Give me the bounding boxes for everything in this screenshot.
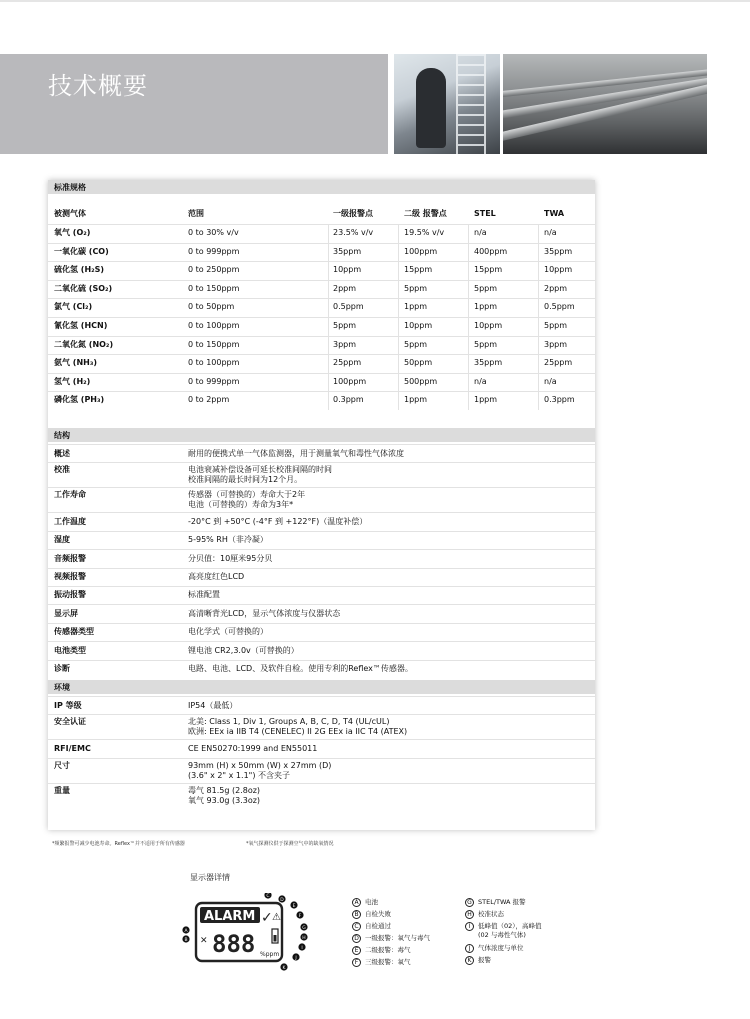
legend-item xyxy=(465,922,542,940)
column-header: 一级报警点 xyxy=(333,209,373,218)
gas-range: 0 to 30% v/v xyxy=(188,228,239,237)
row-value: 锂电池 CR2,3.0v（可替换的） xyxy=(188,646,299,655)
row-value: 耐用的便携式单一气体监测器，用于测量氧气和毒性气体浓度 xyxy=(188,449,404,458)
lcd-marker-letter: I xyxy=(301,946,303,951)
alarm-high: 50ppm xyxy=(404,358,433,367)
row-value: 电路、电池、LCD、及软件自检。使用专利的Reflex™传感器。 xyxy=(188,664,413,673)
legend-item xyxy=(465,944,524,953)
alarm-low: 0.5ppm xyxy=(333,302,364,311)
gas-name: 氰化氢 (HCN) xyxy=(54,321,108,330)
row-label: 工作寿命 xyxy=(54,490,86,499)
row-value: IP54（最低） xyxy=(188,701,238,710)
row-value: 北美: Class 1, Div 1, Groups A, B, C, D, T4 (UL/cUL) xyxy=(188,717,390,726)
row-divider xyxy=(48,568,595,569)
legend-text: 校准状态 xyxy=(478,910,504,918)
row-divider xyxy=(48,696,595,697)
gas-range: 0 to 999ppm xyxy=(188,377,240,386)
gas-name: 氯气 (Cl₂) xyxy=(54,302,93,311)
gas-name: 磷化氢 (PH₃) xyxy=(54,395,105,404)
column-divider xyxy=(398,224,399,410)
row-label: 振动报警 xyxy=(54,590,86,599)
column-divider xyxy=(468,224,469,410)
row-divider xyxy=(48,298,595,299)
row-divider xyxy=(48,604,595,605)
row-label: 电池类型 xyxy=(54,646,86,655)
gas-range: 0 to 2ppm xyxy=(188,395,230,404)
lcd-marker-letter: D xyxy=(280,898,284,903)
row-value: (3.6" x 2" x 1.1") 不含夹子 xyxy=(188,771,290,780)
alarm-low: 10ppm xyxy=(333,265,362,274)
row-value: 电池（可替换的）寿命为3年* xyxy=(188,500,294,509)
stel-value: 15ppm xyxy=(474,265,503,274)
row-divider xyxy=(48,317,595,318)
row-divider xyxy=(48,714,595,715)
lcd-marker-letter: F xyxy=(298,914,302,919)
lcd-marker-letter: B xyxy=(184,938,188,943)
lcd-marker-letter: A xyxy=(184,929,188,934)
fail-icon: ⚠ xyxy=(272,912,281,923)
twa-value: 35ppm xyxy=(544,247,573,256)
legend-item xyxy=(352,898,378,907)
row-divider xyxy=(48,261,595,262)
row-divider xyxy=(48,783,595,784)
row-divider xyxy=(48,336,595,337)
legend-text: 三级报警：氧气 xyxy=(365,958,411,966)
twa-value: n/a xyxy=(544,377,557,386)
display-title: 显示器详情 xyxy=(190,873,230,882)
legend-text: 低峰值（02），高峰值 xyxy=(478,922,542,930)
worker-photo xyxy=(394,54,500,154)
lcd-diagram xyxy=(182,893,310,973)
row-label: 诊断 xyxy=(54,664,70,673)
legend-text: 一级报警：氧气与毒气 xyxy=(365,934,430,942)
gas-name: 硫化氢 (H₂S) xyxy=(54,265,105,274)
row-divider xyxy=(48,549,595,550)
spec-table xyxy=(48,180,595,830)
legend-key: J xyxy=(465,944,474,953)
footnote-right: *氧气探测仪供于探测空气中的缺氧情况 xyxy=(246,841,334,847)
legend-key: K xyxy=(465,956,474,965)
row-label: 显示屏 xyxy=(54,609,78,618)
gas-name: 氧气 (O₂) xyxy=(54,228,91,237)
alarm-low: 25ppm xyxy=(333,358,362,367)
section-header: 标准规格 xyxy=(48,180,595,194)
gas-name: 氢气 (H₂) xyxy=(54,377,91,386)
legend-item xyxy=(465,910,504,919)
column-header: 范围 xyxy=(188,209,204,218)
row-divider xyxy=(48,373,595,374)
stel-value: 5ppm xyxy=(474,340,498,349)
legend-item xyxy=(465,956,491,965)
row-divider xyxy=(48,243,595,244)
alarm-low: 35ppm xyxy=(333,247,362,256)
row-label: IP 等级 xyxy=(54,701,82,710)
row-divider xyxy=(48,444,595,445)
gas-name: 二氧化氮 (NO₂) xyxy=(54,340,114,349)
footnote-left: *频繁报警可减少电池寿命。Reflex™并不适用于所有传感器 xyxy=(52,841,185,847)
lcd-digits: 888 xyxy=(212,930,256,958)
stel-value: 1ppm xyxy=(474,302,498,311)
alarm-high: 15ppm xyxy=(404,265,433,274)
legend-item xyxy=(352,910,391,919)
column-header: TWA xyxy=(544,209,565,218)
row-divider xyxy=(48,354,595,355)
check-icon: ✓ xyxy=(261,910,273,926)
row-value: 电池衰减补偿设备可延长校准间隔的时间 xyxy=(188,465,332,474)
section-header: 结构 xyxy=(48,428,595,442)
twa-value: 3ppm xyxy=(544,340,568,349)
legend-text: STEL/TWA 报警 xyxy=(478,898,526,906)
alarm-high: 1ppm xyxy=(404,395,428,404)
row-divider xyxy=(48,739,595,740)
row-divider xyxy=(48,758,595,759)
legend-text: 报警 xyxy=(478,956,491,964)
section-header: 环境 xyxy=(48,680,595,694)
legend-key: A xyxy=(352,898,361,907)
row-divider xyxy=(48,280,595,281)
twa-value: n/a xyxy=(544,228,557,237)
legend-key: B xyxy=(352,910,361,919)
lcd-marker-letter: G xyxy=(302,926,306,931)
row-value: 校准间隔的最长时间为12个月。 xyxy=(188,475,303,484)
row-value: 93mm (H) x 50mm (W) x 27mm (D) xyxy=(188,761,332,770)
alarm-low: 2ppm xyxy=(333,284,357,293)
row-divider xyxy=(48,224,595,225)
gas-range: 0 to 100ppm xyxy=(188,321,240,330)
gas-name: 一氧化碳 (CO) xyxy=(54,247,109,256)
pipeline-photo xyxy=(503,54,707,154)
row-label: 概述 xyxy=(54,449,70,458)
row-divider xyxy=(48,641,595,642)
worker-figure xyxy=(416,68,446,148)
alarm-low: 0.3ppm xyxy=(333,395,364,404)
legend-text: 二级报警：毒气 xyxy=(365,946,411,954)
row-value: 5-95% RH（非冷凝） xyxy=(188,535,268,544)
column-header: 二级 报警点 xyxy=(404,209,447,218)
row-label: 校准 xyxy=(54,465,70,474)
row-divider xyxy=(48,462,595,463)
column-header: 被测气体 xyxy=(54,209,86,218)
row-label: 工作温度 xyxy=(54,517,86,526)
row-divider xyxy=(48,487,595,488)
lcd-marker-letter: E xyxy=(292,904,296,909)
twa-value: 0.3ppm xyxy=(544,395,575,404)
gas-range: 0 to 150ppm xyxy=(188,340,240,349)
row-value: 高亮度红色LCD xyxy=(188,572,245,581)
row-label: 重量 xyxy=(54,786,70,795)
alarm-high: 500ppm xyxy=(404,377,438,386)
row-value: 欧洲: EEx ia IIB T4 (CENELEC) II 2G EEx ia IIC T4 (ATEX) xyxy=(188,727,408,736)
stel-value: n/a xyxy=(474,228,487,237)
alarm-high: 19.5% v/v xyxy=(404,228,445,237)
alarm-high: 1ppm xyxy=(404,302,428,311)
lcd-marker-letter: K xyxy=(282,966,286,971)
gas-range: 0 to 50ppm xyxy=(188,302,235,311)
alarm-low: 5ppm xyxy=(333,321,357,330)
row-divider xyxy=(48,660,595,661)
gas-name: 氨气 (NH₃) xyxy=(54,358,97,367)
twa-value: 5ppm xyxy=(544,321,568,330)
page-title: 技术概要 xyxy=(48,72,148,100)
column-header: STEL xyxy=(474,209,496,218)
gas-range: 0 to 150ppm xyxy=(188,284,240,293)
stel-value: 10ppm xyxy=(474,321,503,330)
gas-range: 0 to 999ppm xyxy=(188,247,240,256)
stel-value: 5ppm xyxy=(474,284,498,293)
alarm-high: 100ppm xyxy=(404,247,438,256)
legend-key: D xyxy=(352,934,361,943)
stel-value: 400ppm xyxy=(474,247,508,256)
row-value: 传感器（可替换的）寿命大于2年 xyxy=(188,490,306,499)
row-value: CE EN50270:1999 and EN55011 xyxy=(188,744,318,753)
row-label: RFI/EMC xyxy=(54,744,91,753)
twa-value: 2ppm xyxy=(544,284,568,293)
alarm-low: 100ppm xyxy=(333,377,367,386)
alarm-low: 3ppm xyxy=(333,340,357,349)
twa-value: 0.5ppm xyxy=(544,302,575,311)
stel-value: 35ppm xyxy=(474,358,503,367)
legend-key: C xyxy=(352,922,361,931)
alarm-high: 5ppm xyxy=(404,284,428,293)
row-label: 音频报警 xyxy=(54,554,86,563)
column-divider xyxy=(538,224,539,410)
twa-value: 25ppm xyxy=(544,358,573,367)
row-value: 标准配置 xyxy=(188,590,220,599)
alarm-high: 5ppm xyxy=(404,340,428,349)
row-divider xyxy=(48,623,595,624)
lcd-marker-letter: J xyxy=(295,956,297,961)
legend-key: F xyxy=(352,958,361,967)
lcd-marker-letter: H xyxy=(302,936,306,941)
row-label: 视频报警 xyxy=(54,572,86,581)
row-label: 湿度 xyxy=(54,535,70,544)
stel-value: 1ppm xyxy=(474,395,498,404)
gas-range: 0 to 250ppm xyxy=(188,265,240,274)
gas-name: 二氧化硫 (SO₂) xyxy=(54,284,113,293)
row-value: 氧气 93.0g (3.3oz) xyxy=(188,796,261,805)
legend-key: I xyxy=(465,922,474,931)
row-label: 尺寸 xyxy=(54,761,70,770)
legend-item xyxy=(352,922,391,931)
row-divider xyxy=(48,512,595,513)
twa-value: 10ppm xyxy=(544,265,573,274)
lcd-unit: %ppm xyxy=(260,951,280,958)
legend-key: H xyxy=(465,910,474,919)
legend-text: 气体浓度与单位 xyxy=(478,944,524,952)
alarm-high: 10ppm xyxy=(404,321,433,330)
legend-text: (02 与毒性气体) xyxy=(478,931,526,939)
legend-text: 自检失败 xyxy=(365,910,391,918)
legend-item xyxy=(352,946,411,955)
row-divider xyxy=(48,531,595,532)
ladder-shape xyxy=(456,54,486,154)
lcd-alarm-text: ALARM xyxy=(204,909,256,924)
row-value: 分贝值：10厘米95分贝 xyxy=(188,554,273,563)
legend-item xyxy=(352,958,411,967)
bell-icon: ✕ xyxy=(200,936,208,946)
row-value: -20°C 到 +50°C (-4°F 到 +122°F)（温度补偿） xyxy=(188,517,368,526)
legend-item xyxy=(465,898,526,907)
row-divider xyxy=(48,586,595,587)
row-value: 高清晰背光LCD，显示气体浓度与仪器状态 xyxy=(188,609,341,618)
lcd-marker-letter: C xyxy=(266,894,270,899)
top-rule xyxy=(0,0,750,2)
legend-key: G xyxy=(465,898,474,907)
row-value: 电化学式（可替换的） xyxy=(188,627,268,636)
row-divider xyxy=(48,391,595,392)
row-label: 安全认证 xyxy=(54,717,86,726)
row-value: 毒气 81.5g (2.8oz) xyxy=(188,786,261,795)
gas-range: 0 to 100ppm xyxy=(188,358,240,367)
alarm-low: 23.5% v/v xyxy=(333,228,374,237)
legend-key: E xyxy=(352,946,361,955)
legend-text: 自检通过 xyxy=(365,922,391,930)
column-divider xyxy=(328,224,329,410)
legend-text: 电池 xyxy=(365,898,378,906)
row-label: 传感器类型 xyxy=(54,627,94,636)
legend-item xyxy=(352,934,430,943)
stel-value: n/a xyxy=(474,377,487,386)
